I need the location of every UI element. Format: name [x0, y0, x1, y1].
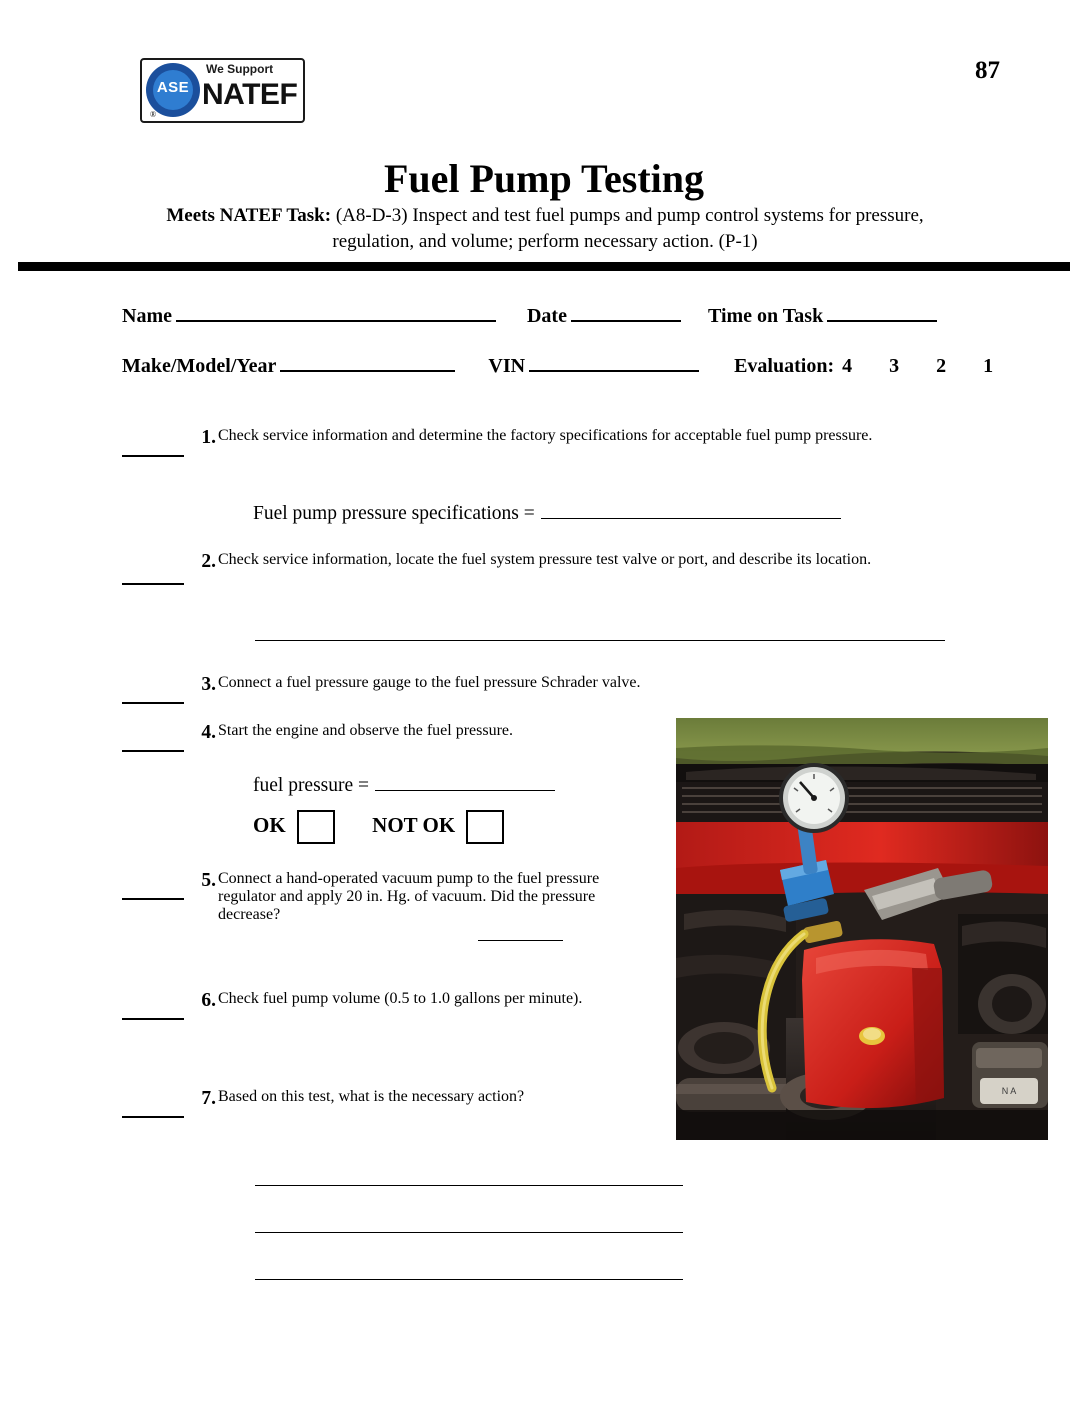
make-model-year-input[interactable] [280, 350, 455, 372]
step-7-text: Based on this test, what is the necessary action? [218, 1088, 525, 1105]
task-subtitle [150, 203, 940, 255]
answer-line-1[interactable] [255, 1185, 683, 1186]
info-row-1 [122, 300, 941, 328]
ok-checkbox[interactable] [297, 810, 335, 844]
step-3-text: Connect a fuel pressure gauge to the fuel pressure Schrader valve. [218, 674, 641, 691]
step-7-checkbox-line[interactable] [122, 1116, 184, 1118]
we-support-label: We Support [206, 62, 274, 76]
page-title: Fuel Pump Testing [383, 156, 705, 201]
photo-illustration [676, 718, 1048, 1140]
step-4-text: Start the engine and observe the fuel pressure. [218, 722, 514, 739]
answer-line-3[interactable] [255, 1279, 683, 1280]
step-5-checkbox-line[interactable] [122, 898, 184, 900]
step-2-number: 2. [201, 551, 216, 572]
spec-input[interactable] [541, 500, 841, 519]
step-1-number: 1. [201, 427, 216, 448]
vin-label: VIN [488, 355, 526, 377]
step-5-text: Connect a hand-operated vacuum pump to the fuel pressure regulator and apply 20 in. Hg. of vacuum. Did the pressure decrease? [218, 870, 600, 923]
engine-fuel-pressure-photo [676, 718, 1048, 1140]
svg-text:N A: N A [1001, 1086, 1017, 1096]
step-5-number: 5. [201, 870, 216, 891]
fuel-pressure-field-row [253, 772, 555, 797]
evaluation-label: Evaluation: [734, 355, 835, 377]
page-number: 87 [975, 57, 1000, 84]
step-3-checkbox-line[interactable] [122, 702, 184, 704]
step-7-number: 7. [201, 1088, 216, 1109]
step-4-number: 4. [201, 722, 216, 743]
natef-logo [140, 58, 305, 123]
evaluation-values[interactable]: 4 3 2 1 [842, 355, 1010, 377]
vin-input[interactable] [529, 350, 699, 372]
step-2-text: Check service information, locate the fuel system pressure test valve or port, and describe its location. [218, 551, 872, 568]
step-6-text: Check fuel pump volume (0.5 to 1.0 gallons per minute). [218, 990, 583, 1007]
header-divider [18, 262, 1070, 271]
date-label: Date [526, 305, 567, 327]
fuel-pressure-label: fuel pressure = [253, 775, 370, 796]
ok-notok-row [253, 810, 510, 844]
registered-mark: ® [150, 110, 157, 119]
make-model-year-label: Make/Model/Year [122, 355, 277, 377]
ase-gear-icon [146, 63, 200, 117]
step-2-checkbox-line[interactable] [122, 583, 184, 585]
step-5-answer-line[interactable] [478, 940, 563, 941]
natef-label: NATEF [202, 78, 298, 111]
name-label: Name [122, 305, 172, 327]
not-ok-label: NOT OK [372, 812, 456, 837]
name-input[interactable] [176, 300, 496, 322]
task-label: Meets NATEF Task: [166, 205, 332, 226]
answer-line-2[interactable] [255, 1232, 683, 1233]
not-ok-checkbox[interactable] [466, 810, 504, 844]
step-1-text: Check service information and determine the factory specifications for acceptable fuel pump pressure. [218, 427, 873, 444]
spec-label: Fuel pump pressure specifications = [253, 503, 535, 524]
step-6-checkbox-line[interactable] [122, 1018, 184, 1020]
step-2-answer-line[interactable] [255, 640, 945, 641]
step-6-number: 6. [201, 990, 216, 1011]
time-input[interactable] [827, 300, 937, 322]
time-label: Time on Task [707, 305, 824, 327]
step-4-checkbox-line[interactable] [122, 750, 184, 752]
task-text: (A8-D-3) Inspect and test fuel pumps and pump control systems for pressure, regulation, and volume; perform necessary action. (P-1) [332, 205, 924, 252]
fuel-pressure-input[interactable] [375, 772, 555, 791]
date-input[interactable] [571, 300, 681, 322]
ok-label: OK [253, 812, 286, 837]
step-1-checkbox-line[interactable] [122, 455, 184, 457]
spec-field-row [253, 500, 841, 525]
ase-label: ASE [156, 79, 190, 96]
step-3-number: 3. [201, 674, 216, 695]
info-row-2 [122, 350, 1009, 378]
